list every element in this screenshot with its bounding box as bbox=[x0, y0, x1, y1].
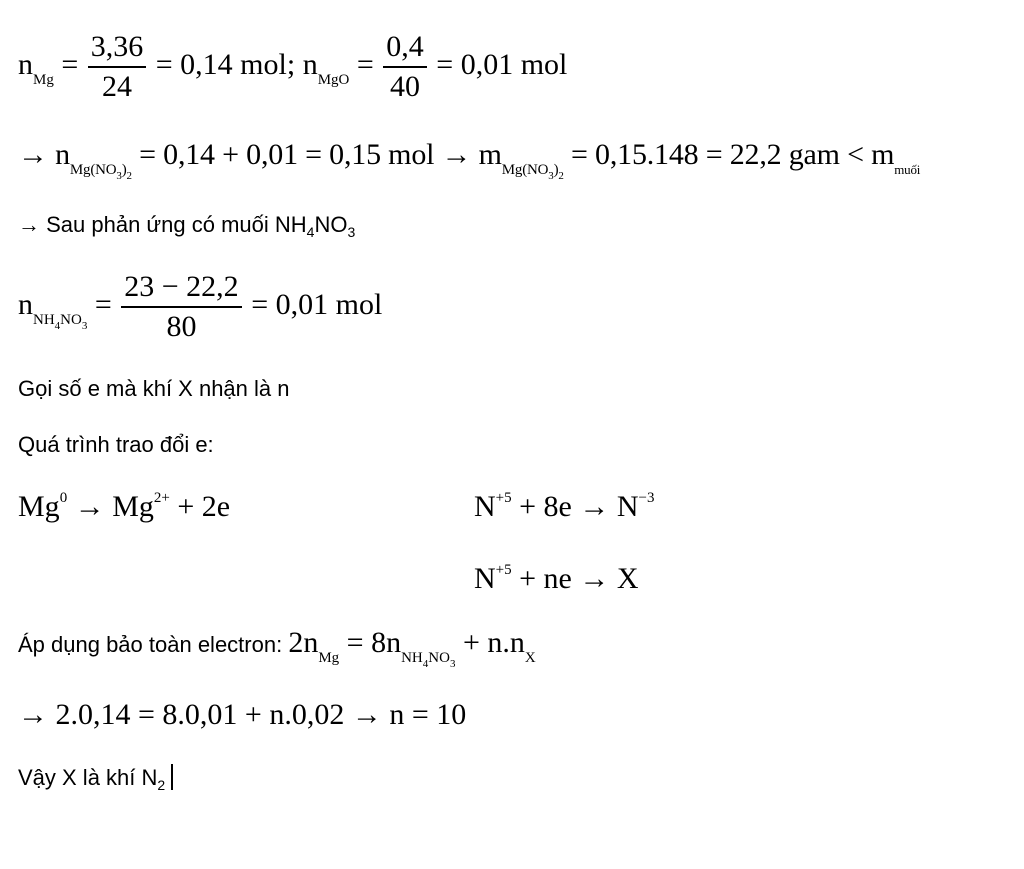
text-part: = 0,14 + 0,01 = 0,15 mol → m bbox=[131, 138, 502, 171]
half-reaction-mg: $Mg^0 \to Mg^{2+} + 2e$ bbox=[18, 490, 231, 523]
text-nh4no3-present: → Sau phản ứng có muối $NH_4NO_3$ bbox=[18, 212, 356, 240]
text-cursor bbox=[171, 764, 173, 790]
subscript-nh4no3: NH4NO3 bbox=[33, 311, 88, 332]
equation-moles-nh4no3: $n_{NH_4NO_3}$ = $\frac{23 - 22,2}{80}$ = 0,01 mol bbox=[18, 268, 382, 346]
subscript-mg-no3-2: Mg(NO3)2 bbox=[69, 162, 132, 182]
result-mg: = 0,14 mol; n bbox=[155, 47, 318, 81]
text-part: → n bbox=[18, 138, 70, 171]
equals: = bbox=[356, 47, 374, 81]
equation-moles-mg-mgo bbox=[18, 28, 567, 106]
subscript-nh4no3: NH4NO3 bbox=[401, 650, 456, 670]
subscript-muoi: muối bbox=[894, 162, 921, 177]
fraction-nh4no3: $\frac{23 - 22,2}{80}$ bbox=[121, 268, 241, 346]
subscript-mg-no3-2: Mg(NO3)2 bbox=[501, 162, 564, 182]
text-part: = 0,15.148 = 22,2 gam < m bbox=[563, 138, 895, 171]
text-exchange-process: Quá trình trao đổi e: bbox=[18, 432, 214, 457]
half-reaction-n-8e: $N^{+5} + 8e \to N^{-3}$ bbox=[474, 490, 655, 523]
fraction-3-36-over-24: $\frac{3,36}{24}$ bbox=[88, 28, 147, 106]
fraction-0-4-over-40: $\frac{0,4}{40}$ bbox=[383, 28, 427, 106]
n-symbol: n bbox=[18, 47, 33, 81]
result-mgo: = 0,01 mol bbox=[436, 47, 568, 81]
conclusion: Vậy X là khí $N_2$ bbox=[18, 764, 173, 793]
equals: = bbox=[61, 47, 79, 81]
text-electrons-n: Gọi số e mà khí X nhận là n bbox=[18, 376, 290, 401]
electron-conservation: Áp dụng bảo toàn electron: $2n_{Mg} = 8n_{NH_4NO_3} + n.n_X$ bbox=[18, 626, 536, 670]
equation-mg-nitrate-mass bbox=[18, 138, 920, 182]
equation-solve-n: → 2.0,14 = 8.0,01 + n.0,02 → n = 10 bbox=[18, 698, 467, 731]
subscript-mg: Mg bbox=[33, 71, 54, 88]
subscript-mgo: MgO bbox=[317, 71, 350, 88]
half-reaction-n-ne: $N^{+5}$ + ne → X bbox=[474, 562, 639, 595]
